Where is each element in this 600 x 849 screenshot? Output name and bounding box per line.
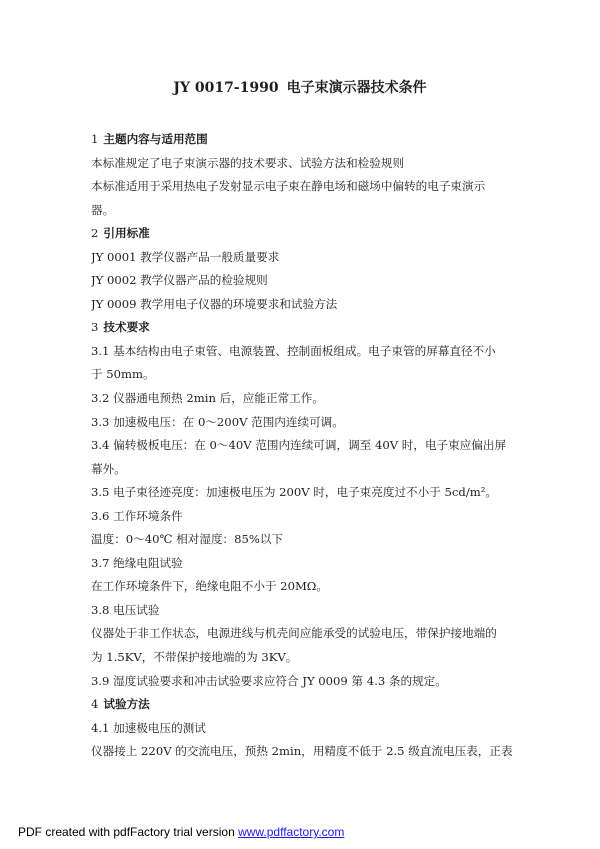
body-line: 本标准规定了电子束演示器的技术要求、试验方法和检验规则: [91, 155, 405, 170]
body-line: 温度：0～40℃ 相对湿度：85%以下: [91, 532, 284, 547]
body-line: 3.8 电压试验: [91, 602, 160, 617]
section-2: [91, 222, 521, 316]
section-heading: [91, 128, 521, 152]
body-line: 3.2 仪器通电预热 2min 后，应能正常工作。: [91, 391, 324, 406]
body-line: 为 1.5KV，不带保护接地端的为 3KV。: [91, 650, 298, 665]
section-heading: [91, 222, 521, 246]
section-number: 3: [91, 320, 99, 335]
section-title: 试验方法: [103, 697, 150, 712]
section-title: 引用标准: [103, 226, 150, 241]
reference-line: JY 0001 教学仪器产品一般质量要求: [91, 249, 280, 264]
section-title: 技术要求: [103, 320, 150, 335]
section-heading: [91, 693, 521, 717]
section-number: 2: [91, 226, 99, 241]
body-line: 于 50mm。: [91, 367, 155, 382]
section-3: [91, 316, 521, 693]
body-line: 3.1 基本结构由电子束管、电源装置、控制面板组成。电子束管的屏幕直径不小: [91, 343, 496, 358]
body-line: 3.5 电子束径迹亮度：加速极电压为 200V 时，电子束亮度过不小于 5cd/m²。: [91, 485, 497, 500]
body-line: 本标准适用于采用热电子发射显示电子束在静电场和磁场中偏转的电子束演示: [91, 179, 486, 194]
body-line: 3.4 偏转极板电压：在 0～40V 范围内连续可调，调至 40V 时，电子束应偏出屏: [91, 438, 507, 453]
section-1: [91, 128, 521, 222]
body-line: 仪器接上 220V 的交流电压，预热 2min，用精度不低于 2.5 级直流电压表，正表: [91, 744, 513, 759]
body-line: 仪器处于非工作状态，电源进线与机壳间应能承受的试验电压，带保护接地端的: [91, 626, 497, 641]
section-title: 主题内容与适用范围: [103, 132, 208, 146]
body-line: 4.1 加速极电压的测试: [91, 720, 206, 735]
body-line: 在工作环境条件下，绝缘电阻不小于 20MΩ。: [91, 579, 329, 594]
standard-code: JY 0017-1990: [173, 80, 279, 96]
body-line: 3.9 湿度试验要求和冲击试验要求应符合 JY 0009 第 4.3 条的规定。: [91, 673, 447, 688]
standard-name: 电子束演示器技术条件: [286, 80, 427, 96]
section-number: 4: [91, 697, 99, 712]
body-line: 3.7 绝缘电阻试验: [91, 555, 183, 570]
body-line: 3.3 加速极电压：在 0～200V 范围内连续可调。: [91, 414, 344, 429]
document-body: [91, 128, 521, 764]
body-line: 幕外。: [91, 461, 126, 476]
pdffactory-link[interactable]: www.pdffactory.com: [238, 825, 345, 839]
section-4: [91, 693, 521, 764]
section-number: 1: [91, 132, 99, 146]
body-line: 器。: [91, 202, 115, 217]
footer-text: PDF created with pdfFactory trial version: [18, 825, 239, 839]
reference-line: JY 0009 教学用电子仪器的环境要求和试验方法: [91, 296, 338, 311]
body-line: 3.6 工作环境条件: [91, 508, 183, 523]
section-heading: [91, 316, 521, 340]
document-title: [0, 78, 600, 98]
pdf-footer: [18, 824, 344, 840]
reference-line: JY 0002 教学仪器产品的检验规则: [91, 273, 268, 288]
